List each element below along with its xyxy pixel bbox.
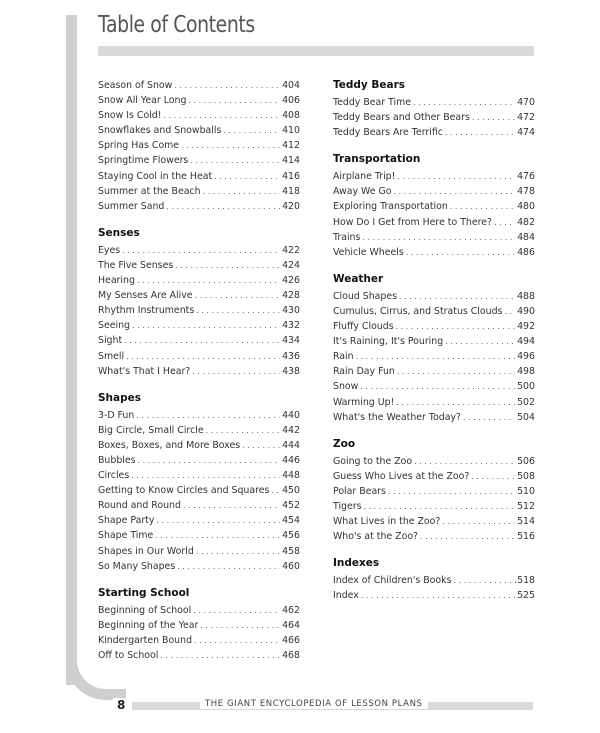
entry-page-number: 408 [282,110,300,122]
dot-leader [195,288,281,303]
entry-page-number: 498 [517,366,535,378]
left-margin-bar [66,15,77,685]
entry-page-number: 422 [282,244,300,256]
entry-title: What's That I Hear? [98,365,191,377]
entry-title: Eyes [98,244,121,256]
page-title: Table of Contents [98,12,255,38]
toc-entry [333,410,535,425]
dot-leader [174,78,280,93]
toc-section-weather [333,272,535,425]
entry-page-number: 484 [517,231,535,243]
toc-entry [98,184,300,199]
toc-right-column [333,78,535,615]
toc-entry [333,395,535,410]
toc-entry [333,364,535,379]
title-rule [98,46,534,56]
entry-title: Shapes in Our World [98,545,194,557]
toc-entry [333,529,535,544]
dot-leader [450,199,515,214]
entry-title: Hearing [98,275,135,287]
toc-section-teddy-bears [333,78,535,140]
entry-page-number: 468 [282,650,300,661]
dot-leader [203,184,281,199]
entry-page-number: 438 [282,365,300,377]
entry-title: Who's at the Zoo? [333,531,419,543]
entry-page-number: 466 [282,634,300,646]
dot-leader [166,199,280,214]
dot-leader [360,379,515,394]
entry-title: Vehicle Wheels [333,246,404,258]
toc-entry [98,453,300,468]
dot-leader [494,215,515,230]
toc-entry [98,138,300,153]
toc-section-transportation [333,152,535,260]
entry-title: What Lives in the Zoo? [333,516,441,528]
dot-leader [442,514,515,529]
dot-leader [156,513,280,528]
entry-page-number: 404 [282,80,300,91]
dot-leader [406,245,515,260]
dot-leader [193,603,280,618]
entry-title: Bubbles [98,454,136,466]
dot-leader [413,95,515,110]
entry-page-number: 432 [282,320,300,332]
entry-title: So Many Shapes [98,560,176,572]
entry-page-number: 478 [517,186,535,198]
entry-page-number: 444 [282,439,300,451]
toc-entry [98,258,300,273]
toc-entry [333,289,535,304]
dot-leader [397,364,515,379]
entry-page-number: 454 [282,515,300,527]
toc-entry [333,379,535,394]
toc-section-zoo [333,437,535,545]
entry-title: Circles [98,470,130,482]
dot-leader [396,395,515,410]
entry-title: My Senses Are Alive [98,290,193,302]
toc-left-column [98,78,300,675]
toc-entry [98,513,300,528]
entry-title: Snow All Year Long [98,95,187,107]
toc-entry [98,438,300,453]
entry-title: Rhythm Instruments [98,305,195,317]
dot-leader [399,289,515,304]
toc-entry [333,169,535,184]
entry-title: Beginning of the Year [98,619,199,631]
toc-entry [98,408,300,423]
entry-title: Snowflakes and Snowballs [98,125,222,137]
entry-page-number: 420 [282,200,300,212]
section-heading: Starting School [98,586,190,599]
entry-page-number: 464 [282,619,300,631]
entry-page-number: 474 [517,127,535,139]
entry-title: Tigers [333,500,362,512]
entry-title: Staying Cool in the Heat [98,170,213,182]
section-heading: Teddy Bears [333,79,406,91]
dot-leader [132,318,280,333]
toc-section-starting-school [98,586,300,663]
toc-entry [333,588,535,603]
toc-entry [98,364,300,379]
dot-leader [126,349,280,364]
entry-title: Polar Bears [333,485,386,497]
toc-section-senses [98,226,300,379]
dot-leader [445,334,515,349]
dot-leader [388,484,515,499]
entry-title: Exploring Transportation [333,201,448,213]
entry-page-number: 410 [282,125,300,137]
toc-entry [98,648,300,663]
dot-leader [194,633,280,648]
entry-page-number: 500 [517,381,535,393]
dot-leader [361,588,515,603]
toc-entry [333,454,535,469]
entry-title: Season of Snow [98,80,173,91]
entry-title: Getting to Know Circles and Squares [98,485,270,497]
dot-leader [471,469,515,484]
toc-entry [98,483,300,498]
dot-leader [396,319,516,334]
entry-title: Away We Go [333,186,392,198]
entry-title: Index [333,590,359,602]
dot-leader [183,498,280,513]
toc-entry [333,110,535,125]
dot-leader [472,110,515,125]
dot-leader [196,544,280,559]
dot-leader [397,169,515,184]
toc-entry [98,93,300,108]
entry-title: 3-D Fun [98,409,135,421]
entry-title: Springtime Flowers [98,155,189,167]
dot-leader [175,258,280,273]
entry-title: Cumulus, Cirrus, and Stratus Clouds [333,305,503,317]
dot-leader [463,410,515,425]
entry-title: Seeing [98,320,130,332]
toc-entry [98,498,300,513]
section-heading: Shapes [98,391,142,404]
toc-entry [333,245,535,260]
toc-entry [98,243,300,258]
section-heading: Transportation [333,153,421,166]
entry-title: Spring Has Come [98,140,180,152]
toc-entry [333,349,535,364]
entry-title: Summer Sand [98,200,165,212]
entry-page-number: 462 [282,604,300,616]
entry-page-number: 448 [282,470,300,482]
entry-title: Rain [333,351,354,363]
entry-page-number: 424 [282,259,300,271]
entry-page-number: 512 [517,500,535,512]
entry-title: Sight [98,335,123,347]
entry-page-number: 480 [517,201,535,213]
page-number: 8 [113,698,129,712]
entry-page-number: 442 [282,424,300,436]
toc-entry [333,304,535,319]
toc-entry [98,633,300,648]
entry-page-number: 428 [282,290,300,302]
dot-leader [364,499,516,514]
dot-leader [414,454,515,469]
entry-page-number: 508 [517,470,535,482]
dot-leader [362,230,515,245]
toc-section-indexes [333,556,535,603]
toc-entry [333,499,535,514]
dot-leader [188,93,280,108]
entry-title: Index of Children's Books [333,575,452,587]
dot-leader [200,618,280,633]
toc-entry [333,319,535,334]
entry-title: Summer at the Beach [98,185,201,197]
toc-section-shapes [98,391,300,574]
toc-entry [333,230,535,245]
toc-entry [98,318,300,333]
entry-page-number: 514 [517,516,535,528]
toc-entry [98,153,300,168]
entry-title: Teddy Bears and Other Bears [333,112,470,124]
toc-entry [98,528,300,543]
entry-title: Shape Time [98,530,154,542]
dot-leader [192,364,280,379]
entry-title: Airplane Trip! [333,171,396,183]
toc-entry [333,514,535,529]
dot-leader [190,153,280,168]
toc-entry [98,603,300,618]
entry-title: Fluffy Clouds [333,321,394,333]
entry-page-number: 426 [282,275,300,287]
toc-entry [333,215,535,230]
entry-page-number: 488 [517,290,535,302]
dot-leader [196,303,280,318]
entry-page-number: 452 [282,500,300,512]
toc-entry [333,484,535,499]
entry-title: Snow [333,381,359,393]
entry-page-number: 450 [282,485,300,497]
entry-title: It's Raining, It's Pouring [333,336,444,348]
dot-leader [164,108,281,123]
entry-title: Guess Who Lives at the Zoo? [333,470,470,482]
entry-page-number: 458 [282,545,300,557]
dot-leader [131,468,280,483]
toc-entry [98,618,300,633]
entry-page-number: .518 [514,575,535,587]
section-heading: Weather [333,272,384,285]
entry-page-number: 434 [282,335,300,347]
footer-book-title: THE GIANT ENCYCLOPEDIA OF LESSON PLANS [200,699,428,709]
dot-leader [137,273,280,288]
dot-leader [242,438,280,453]
toc-entry [98,333,300,348]
entry-page-number: 486 [517,246,535,258]
entry-page-number: 456 [282,530,300,542]
entry-page-number: 470 [517,97,535,108]
entry-title: Cloud Shapes [333,290,397,302]
entry-page-number: 446 [282,454,300,466]
entry-page-number: 416 [282,170,300,182]
toc-entry [333,199,535,214]
entry-page-number: 510 [517,485,535,497]
dot-leader [223,123,280,138]
toc-entry [333,125,535,140]
dot-leader [504,304,515,319]
entry-page-number: 506 [517,455,535,467]
toc-entry [98,559,300,574]
entry-page-number: 440 [282,409,300,421]
entry-title: Shape Party [98,515,155,527]
entry-page-number: 476 [517,171,535,183]
toc-entry [333,469,535,484]
entry-title: How Do I Get from Here to There? [333,216,493,228]
toc-entry [333,184,535,199]
entry-page-number: 472 [517,112,535,124]
entry-page-number: 490 [517,305,535,317]
entry-title: Teddy Bear Time [333,97,412,108]
entry-page-number: 412 [282,140,300,152]
section-heading: Indexes [333,557,380,570]
entry-page-number: 482 [517,216,535,228]
toc-entry [98,544,300,559]
entry-page-number: 496 [517,351,535,363]
dot-leader [453,573,512,588]
entry-title: Trains [333,231,361,243]
toc-entry [98,288,300,303]
toc-entry [98,169,300,184]
entry-page-number: 418 [282,185,300,197]
dot-leader [206,423,280,438]
toc-entry [98,349,300,364]
toc-entry [333,334,535,349]
entry-page-number: 525 [517,590,535,602]
entry-title: Going to the Zoo [333,455,413,467]
entry-page-number: 494 [517,336,535,348]
dot-leader [122,243,280,258]
dot-leader [177,559,280,574]
dot-leader [124,333,280,348]
toc-entry [98,273,300,288]
entry-title: Off to School [98,650,159,661]
entry-title: What's the Weather Today? [333,411,461,423]
dot-leader [393,184,515,199]
dot-leader [160,648,280,663]
entry-title: Rain Day Fun [333,366,395,378]
dot-leader [420,529,515,544]
entry-title: Snow Is Cold! [98,110,162,122]
dot-leader [445,125,515,140]
section-heading: Senses [98,226,140,239]
dot-leader [136,408,280,423]
dot-leader [356,349,515,364]
entry-page-number: 430 [282,305,300,317]
dot-leader [155,528,280,543]
toc-entry [98,468,300,483]
entry-page-number: 436 [282,350,300,362]
entry-title: Smell [98,350,125,362]
entry-title: Big Circle, Small Circle [98,424,204,436]
entry-page-number: 502 [517,396,535,408]
toc-entry [98,303,300,318]
entry-page-number: 406 [282,95,300,107]
toc-entry [98,423,300,438]
section-heading: Zoo [333,437,356,450]
toc-section [98,78,300,214]
entry-title: Teddy Bears Are Terrific [333,127,443,139]
entry-page-number: 414 [282,155,300,167]
dot-leader [214,169,280,184]
entry-page-number: 516 [517,531,535,543]
toc-entry [98,78,300,93]
dot-leader [181,138,280,153]
toc-entry [98,199,300,214]
entry-page-number: 504 [517,411,535,423]
dot-leader [138,453,281,468]
entry-title: Boxes, Boxes, and More Boxes [98,439,241,451]
entry-title: The Five Senses [98,259,174,271]
dot-leader [271,483,280,498]
toc-entry [98,108,300,123]
entry-page-number: 492 [517,321,535,333]
toc-entry [333,95,535,110]
toc-entry [98,123,300,138]
entry-title: Beginning of School [98,604,192,616]
entry-title: Kindergarten Bound [98,634,193,646]
entry-title: Round and Round [98,500,181,512]
entry-page-number: 460 [282,560,300,572]
entry-title: Warming Up! [333,396,395,408]
toc-entry [333,573,535,588]
